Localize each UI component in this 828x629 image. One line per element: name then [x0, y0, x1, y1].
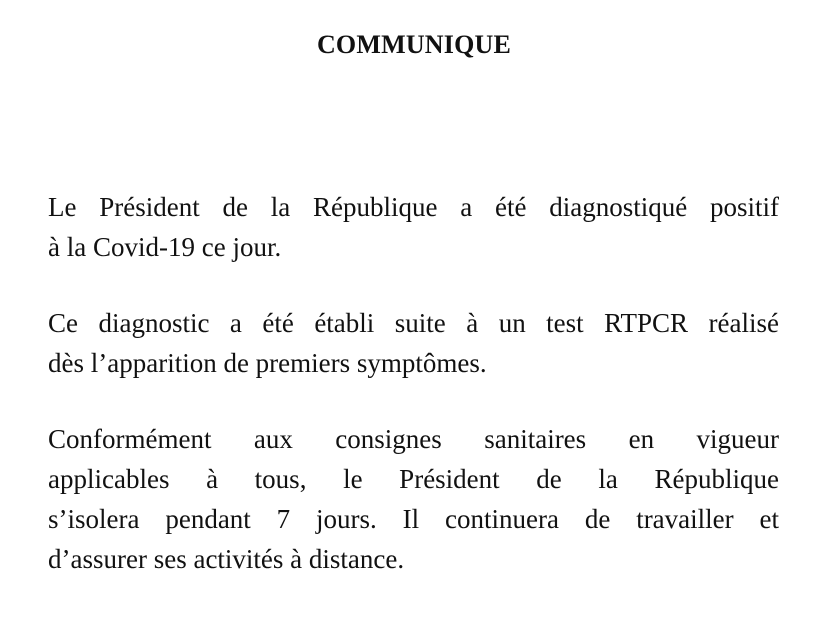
paragraph-line: s’isolera pendant 7 jours. Il continuera de travailler et	[48, 504, 779, 534]
paragraph-line: d’assurer ses activités à distance.	[48, 544, 405, 574]
paragraph-line: Conformément aux consignes sanitaires en vigueur	[48, 424, 779, 454]
document-title: COMMUNIQUE	[316, 30, 512, 59]
paragraph-line: applicables à tous, le Président de la République	[48, 464, 779, 494]
paragraph-line: Ce diagnostic a été établi suite à un test RTPCR réalisé	[48, 308, 779, 338]
paragraph-line: Le Président de la République a été diagnostiqué positif	[48, 192, 779, 222]
paragraph-line: dès l’apparition de premiers symptômes.	[48, 348, 487, 378]
document-body	[48, 187, 779, 579]
paragraph-line: à la Covid-19 ce jour.	[48, 232, 282, 262]
paragraph-isolation	[48, 419, 779, 579]
paragraph-diagnosis	[48, 187, 779, 267]
paragraph-test	[48, 303, 779, 383]
